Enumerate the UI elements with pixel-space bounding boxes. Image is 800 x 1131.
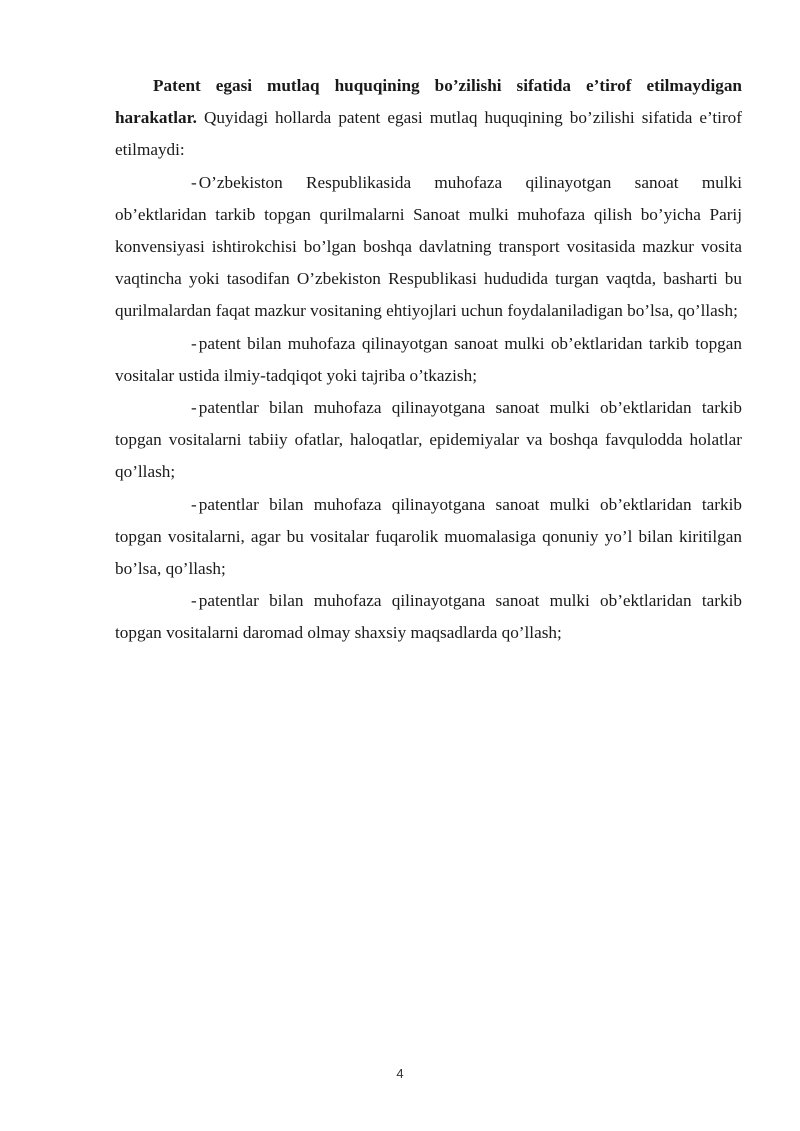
list-item [115,489,742,586]
list-item-text: patentlar bilan muhofaza qilinayotgana sanoat mulki ob’ektlaridan tarkib topgan vositalarni daromad olmay shaxsiy maqsadlarda qo’llash; [115,591,742,643]
intro-text: Quyidagi hollarda patent egasi mutlaq huquqining bo’zilishi sifatida e’tirof etilmaydi: [115,108,742,160]
list-marker: - [191,398,197,418]
list-item-text: patent bilan muhofaza qilinayotgan sanoat mulki ob’ektlaridan tarkib topgan vositalar ustida ilmiy-tadqiqot yoki tajriba o’tkazish; [115,333,742,385]
list-item [115,585,742,649]
list-marker: - [191,172,197,192]
page-number: 4 [396,1066,404,1081]
intro-paragraph [115,70,742,167]
list-item-text: patentlar bilan muhofaza qilinayotgana sanoat mulki ob’ektlaridan tarkib topgan vositalarni, agar bu vositalar fuqarolik muomalasiga qonuniy yo’l bilan kiritilgan bo’lsa, qo’llash; [115,494,742,579]
section-heading: Patent egasi mutlaq huquqining bo’zilishi sifatida e’tirof etilmaydigan harakatlar. [115,76,742,128]
list-marker: - [191,591,197,611]
list-item-text: patentlar bilan muhofaza qilinayotgana sanoat mulki ob’ektlaridan tarkib topgan vositalarni tabiiy ofatlar, haloqatlar, epidemiyalar va boshqa favqulodda holatlar qo’llash; [115,398,742,482]
list-marker: - [191,494,197,514]
list-item [115,392,742,489]
document-body [115,70,742,650]
list-item [115,167,742,328]
list-marker: - [191,333,197,353]
list-item [115,328,742,392]
list-item-text: O’zbekiston Respublikasida muhofaza qilinayotgan sanoat mulki ob’ektlaridan tarkib topgan qurilmalarni Sanoat mulki muhofaza qilish bo’yicha Parij konvensiyasi ishtirokchisi bo’lgan boshqa davlatning transport vositasida mazkur vosita vaqtincha yoki tasodifan O’zbekiston Respublikasi hududida turgan vaqtda, basharti bu qurilmalardan faqat mazkur vositaning ehtiyojlari uchun foydalaniladigan bo’lsa, qo’llash; [115,172,742,321]
